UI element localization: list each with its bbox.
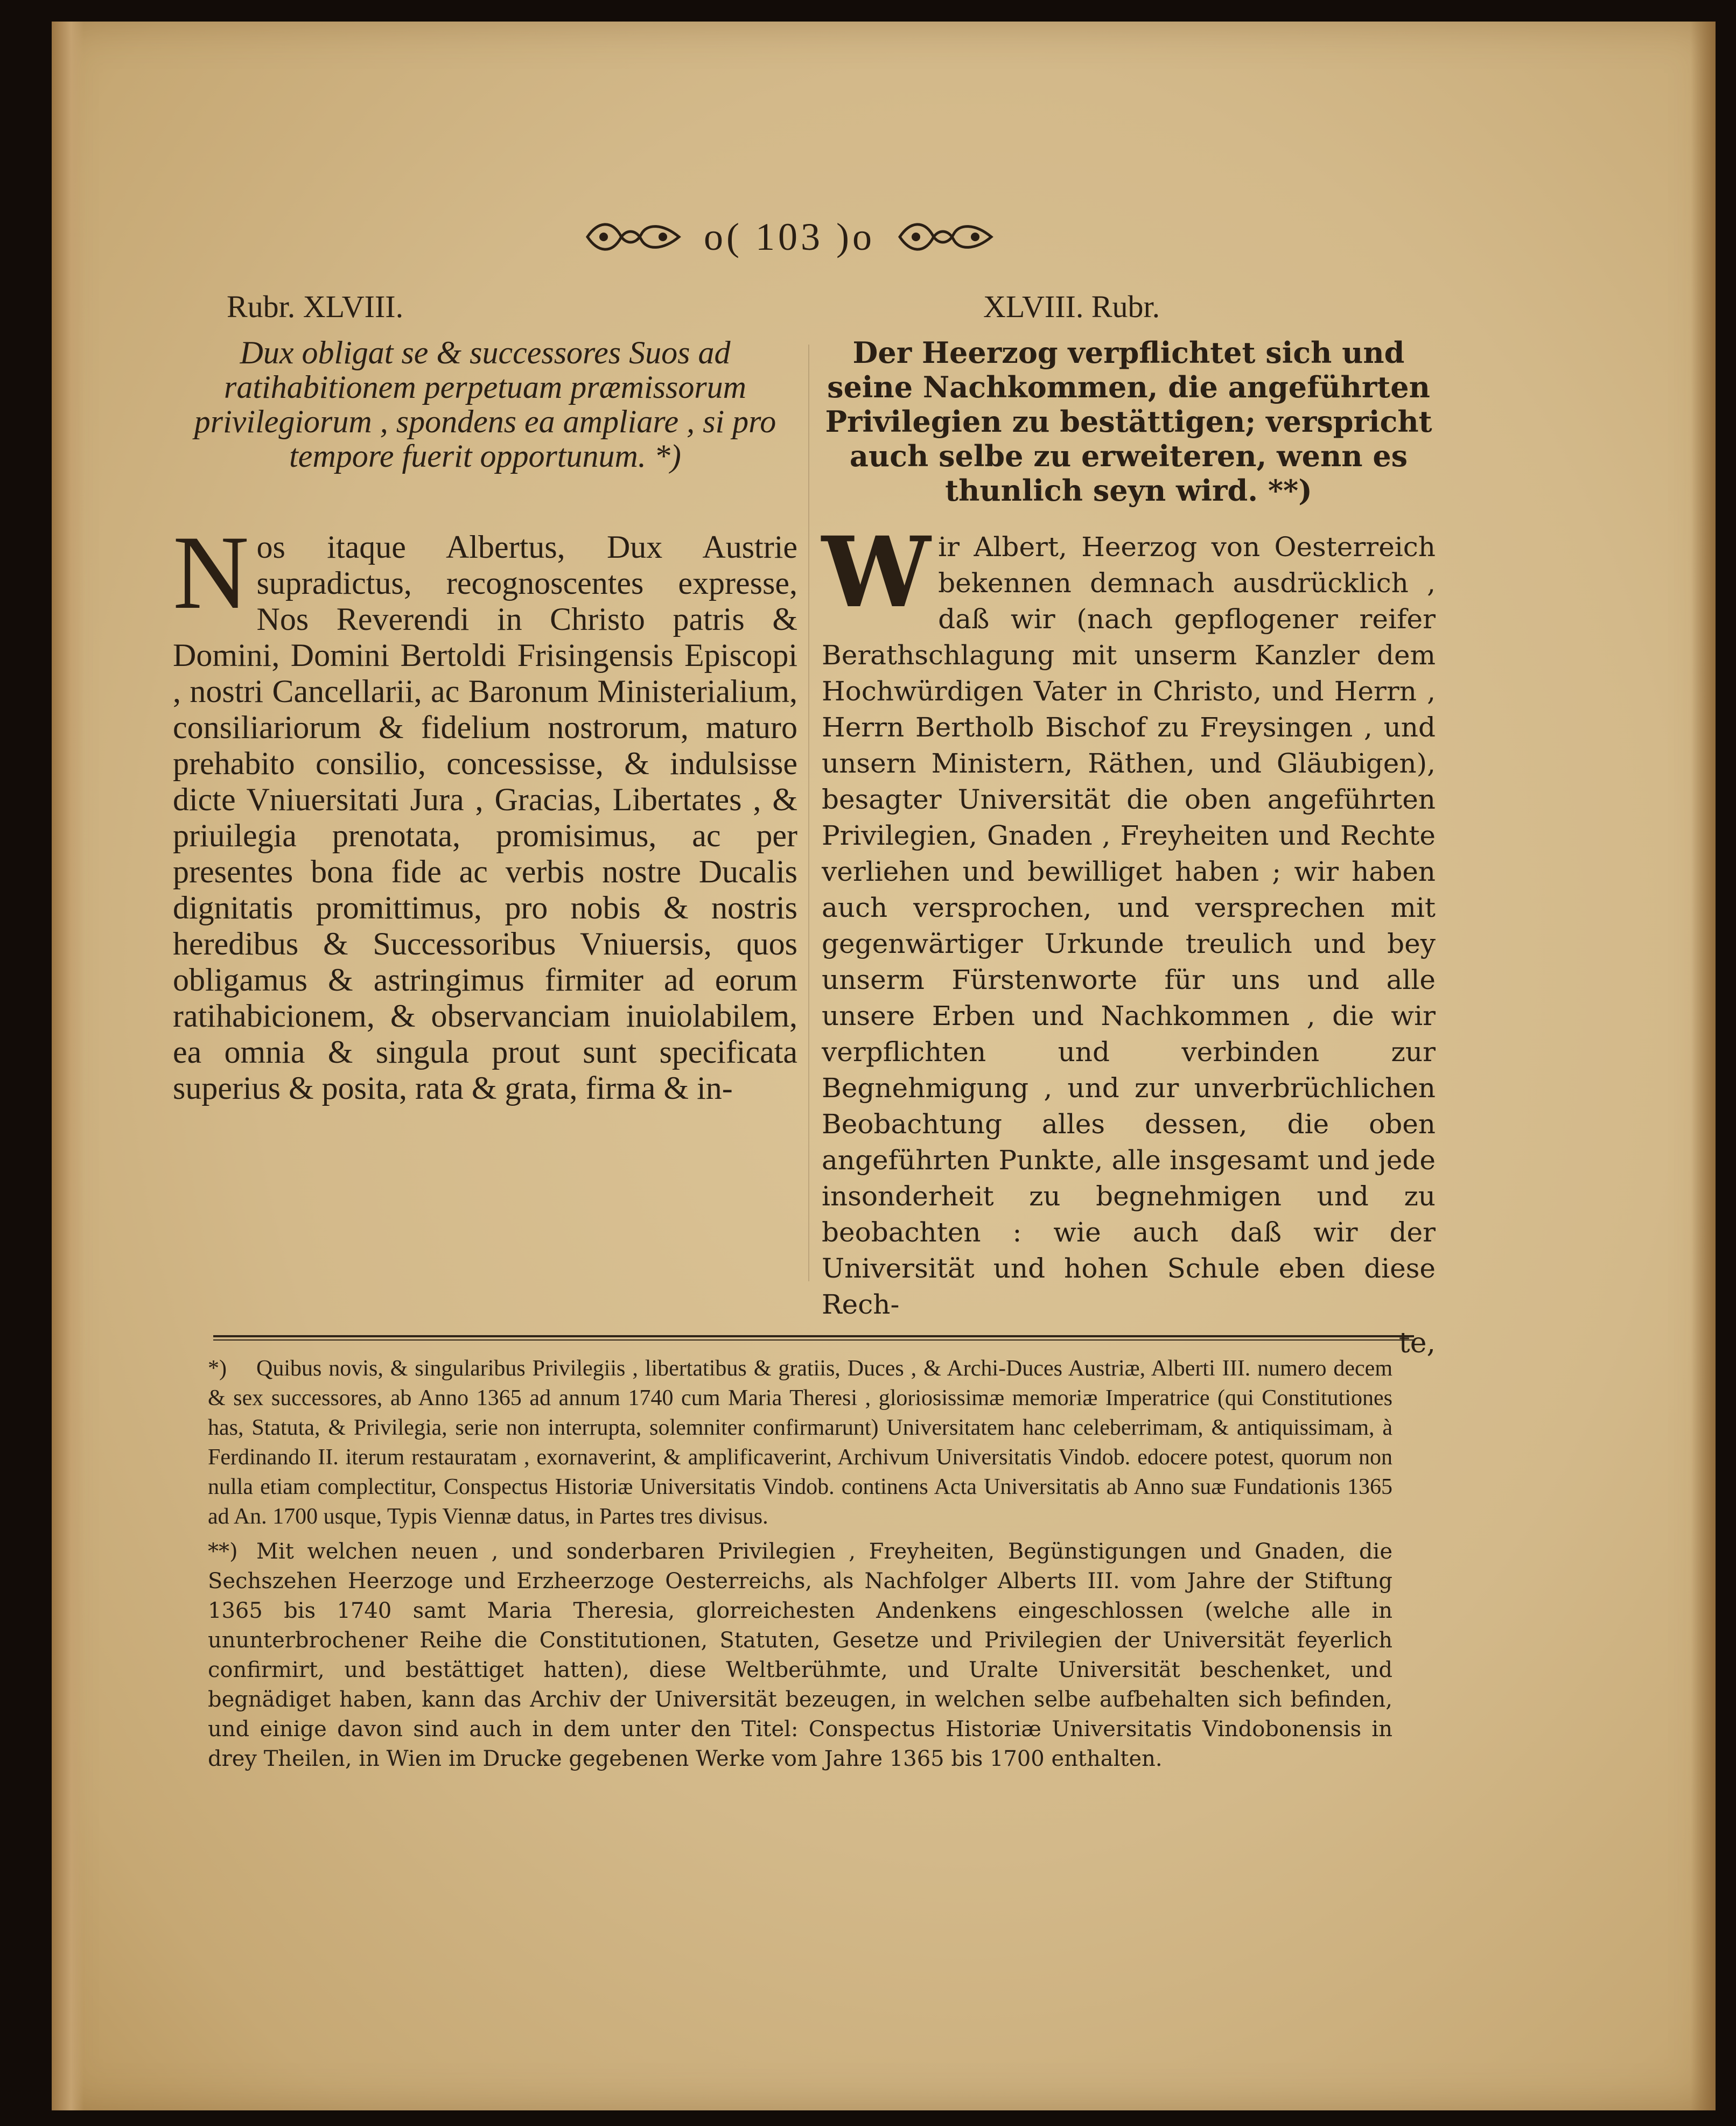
- latin-body-text: os itaque Albertus, Dux Austrie supradictus, recognoscentes expresse, Nos Reverendi in Christo patris & Domini, Domini Bertoldi Frisingensis Episcopi , nostri Cancellarii, ac Baronum Ministerialium, consiliariorum & fidelium nostrorum, maturo prehabito consilio, concessisse, & indulsisse dicte Vniuersitati Jura , Gracias, Libertates , & priuilegia prenotata, promisimus, ac per presentes bona fide ac verbis nostre Ducalis dignitatis promittimus, pro nobis & nostris heredibus & Successoribus Vniuersis, quos obligamus & astringimus firmiter ad eorum ratihabicionem, & observanciam inuiolabilem, ea omnia & singula prout sunt specificata superius & posita, rata & grata, firma & in-: [173, 529, 797, 1106]
- catchword: te,: [1398, 1327, 1436, 1359]
- footnote-rule: [213, 1335, 1414, 1341]
- page-spine-shadow: [52, 22, 84, 2110]
- german-summary: Der Heerzog verpflichtet sich und seine Nachkommen, die angeführten Privilegien zu bestättigen; verspricht auch selbe zu erweiteren, wenn es thunlich seyn wird. **): [825, 335, 1432, 508]
- latin-summary: Dux obligat se & successores Suos ad ratihabitionem perpetuam præmissorum privilegiorum , spondens ea ampliare , si pro tempore fuerit opportunum. *): [194, 335, 776, 474]
- footnote-latin: [208, 1354, 1392, 1532]
- scroll-ornament-right-icon: [894, 218, 997, 256]
- german-dropcap: W: [822, 516, 931, 629]
- footnote-text: Quibus novis, & singularibus Privilegiis , libertatibus & gratiis, Duces , & Archi-Duces Austriæ, Alberti III. numero decem & sex successores, ab Anno 1365 ad annum 1740 cum Maria Theresi , gloriosissimæ memoriæ Imperatrice (qui Constitutiones has, Statuta, & Privilegia, serie non interrupta, solemniter confirmarunt) Universitatem hanc celeberrimam, & antiquissimam, à Ferdinando II. iterum restauratam , exornaverint, & amplificaverint, Archivum Universitatis Vindob. edocere potest, quorum non nulla etiam complectitur, Conspectus Historiæ Universitatis Vindob. continens Acta Universitatis ab Anno suæ Fundationis 1365 ad An. 1700 usque, Typis Viennæ datus, in Partes tres divisus.: [208, 1356, 1392, 1529]
- page-header: [526, 207, 1053, 266]
- latin-dropcap: N: [173, 514, 249, 631]
- book-page: [52, 22, 1716, 2110]
- latin-column: [173, 288, 797, 1106]
- scroll-ornament-left-icon: [582, 218, 684, 256]
- footnote-text: Mit welchen neuen , und sonderbaren Privilegien , Freyheiten, Begünstigungen und Gnaden, die Sechszehen Heerzoge und Erzheerzoge Oesterreichs, als Nachfolger Alberts III. vom Jahre der Stiftung 1365 bis 1740 samt Maria Theresia, glorreichesten Andenkens eingeschlossen (welche alle in ununterbrochener Reihe die Constitutionen, Statuten, Gesetze und Privilegien der Universität feyerlich confirmirt, und bestättiget hatten), diese Weltberühmte, und Uralte Universität beschenket, und begnädiget haben, kann das Archiv der Universität bezeugen, in welchen selbe aufbehalten sich befinden, und einige davon sind auch in dem unter den Titel: Conspectus Historiæ Universitatis Vindobonensis in drey Theilen, in Wien im Drucke gegebenen Werke vom Jahre 1365 bis 1700 enthalten.: [208, 1539, 1392, 1771]
- footnote-marker: *): [208, 1356, 227, 1381]
- german-body: [822, 516, 1436, 1323]
- page-edge-shadow: [1691, 22, 1716, 2110]
- latin-body: [173, 514, 797, 1106]
- latin-rubric-heading: Rubr. XLVIII.: [227, 289, 404, 324]
- page-number: o( 103 )o: [704, 215, 875, 258]
- footnote-german: [208, 1537, 1392, 1774]
- german-column: [822, 288, 1436, 1359]
- german-body-text: ir Albert, Heerzog von Oesterreich bekennen demnach ausdrücklich , daß wir (nach gepflogener reifer Berathschlagung mit unserm Kanzler dem Hochwürdigen Vater in Christo, und Herrn , Herrn Bertholb Bischof zu Freysingen , und unsern Ministern, Räthen, und Gläubigen), besagter Universität die oben angeführten Privilegien, Gnaden , Freyheiten und Rechte verliehen und bewilliget haben ; wir haben auch versprochen, und versprechen mit gegenwärtiger Urkunde treulich und bey unserm Fürstenworte für uns und alle unsere Erben und Nachkommen , die wir verpflichten und verbinden zur Begnehmigung , und zur unverbrüchlichen Beobachtung alles dessen, die oben angeführten Punkte, alle insgesamt und jede insonderheit zu begnehmigen und zu beobachten : wie auch daß wir der Universität und hohen Schule eben diese Rech-: [822, 531, 1436, 1320]
- german-rubric-heading: XLVIII. Rubr.: [983, 289, 1160, 324]
- footnotes: [208, 1354, 1392, 1779]
- footnote-marker: **): [208, 1539, 238, 1564]
- column-gutter: [808, 345, 809, 1281]
